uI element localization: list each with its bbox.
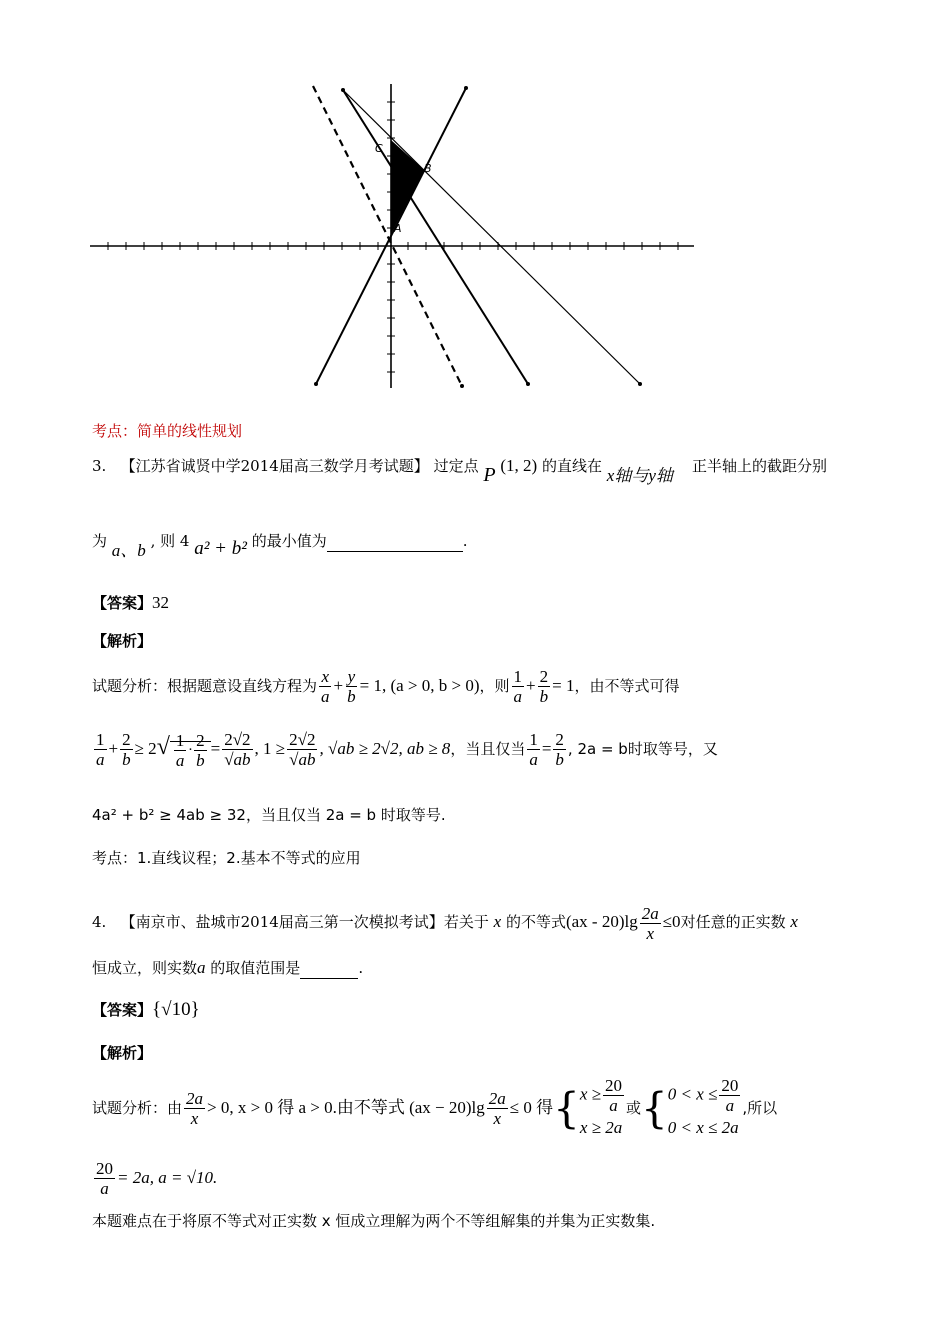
- q3-analysis-label: 【解析】: [92, 632, 153, 650]
- q3-source: 【江苏省诚贤中学2014届高三数学月考试题】: [120, 457, 429, 475]
- sys1-line2: x ≥ 2a: [579, 1118, 623, 1137]
- q3-expr: a² + b²: [194, 538, 247, 559]
- q4-stem-line1: [92, 902, 798, 943]
- frac-1-over-a-2: $\frac{1}{a}$: [96, 730, 105, 769]
- q4-a2: > 0, x > 0 得 a > 0.由不等式 (ax − 20)lg: [207, 1098, 485, 1117]
- q3-stem2: 的直线在: [542, 457, 603, 475]
- frac-2-over-b-3: $\frac{2}{b}$: [555, 730, 564, 769]
- q3-analysis1-prefix: 试题分析：根据题意设直线方程为: [92, 677, 318, 695]
- q3-analysis-line3: 4a² + b² ≥ 4ab ≥ 32，当且仅当 2a = b 时取等号.: [92, 806, 446, 824]
- q4-number: 4.: [92, 913, 107, 931]
- q4-answer-label: 【答案】: [92, 1001, 153, 1019]
- q4-stem-line2: [92, 957, 363, 979]
- kaodian-1: 考点：简单的线性规划: [92, 422, 243, 440]
- q4-a3: ≤ 0 得: [509, 1098, 554, 1117]
- q4-analysis-line1: [92, 1076, 777, 1141]
- q3-analysis1-then: ，则: [479, 677, 510, 695]
- q3-point-coords: (1, 2): [500, 456, 538, 475]
- q3-ab: a、b: [111, 541, 146, 560]
- sys1-line1: x ≥: [579, 1084, 601, 1104]
- frac-2-over-b-2: $\frac{2}{b}$: [122, 730, 131, 769]
- q4-stem1: 若关于: [443, 913, 489, 931]
- frac-2a-over-x-2: $\frac{2a}{x}$: [186, 1089, 204, 1128]
- q3-stem-line1: [92, 454, 827, 486]
- left-brace-1: {: [553, 1083, 580, 1133]
- point-a-label: A: [394, 222, 402, 235]
- frac-20-over-a-2: $\frac{20}{a}$: [721, 1076, 739, 1115]
- q4-or: 或: [625, 1099, 641, 1117]
- line-cb: [343, 90, 528, 384]
- q3-stem-line2: [92, 530, 468, 560]
- q4-stem6: .: [358, 959, 364, 977]
- left-brace-2: {: [641, 1083, 668, 1133]
- q3-analysis-line2: $\frac{1}{a}$ + $\frac{2}{b}$ ≥ 2√ $\frac{1}{a}$ · $\frac{2}{b}$ = $\frac{2√2}{√ab}$ , 1 ≥ $\frac{2√2}{√ab}$ , √ab ≥ 2√2, ab ≥ 8，当且仅当 $\frac{1}{a}$ = $\frac{2}{b}$ , 2a = b时取等号，又: [96, 730, 718, 771]
- q3-stem1: 过定点: [433, 457, 479, 475]
- q4-suoyi: ,所以: [742, 1099, 778, 1117]
- q3-answer-blank: [327, 535, 463, 552]
- q3-answer-label: 【答案】: [92, 594, 153, 612]
- q4-answer-blank: [300, 962, 358, 979]
- frac-y-over-b: $\frac{y}{b}$: [347, 667, 356, 706]
- frac-2a-over-x-3: $\frac{2a}{x}$: [488, 1089, 506, 1128]
- q4-var-x-2: x: [790, 912, 798, 931]
- system-2: [668, 1076, 743, 1141]
- q4-stem3: 对任意的正实数: [680, 913, 786, 931]
- point-c-label: C: [375, 142, 383, 155]
- q4-stem4: 恒成立，则实数: [92, 959, 198, 977]
- frac-20-over-a: $\frac{20}{a}$: [604, 1076, 622, 1115]
- q4-note: 本题难点在于将原不等式对正实数 x 恒成立理解为两个不等组解集的并集为正实数集.: [92, 1212, 656, 1230]
- q3-ineq-e: ，当且仅当: [450, 740, 526, 758]
- frac-2sqrt2-over-sqrtab-2: $\frac{2√2}{√ab}$: [289, 730, 316, 769]
- q4-answer-value: {√10}: [152, 999, 200, 1020]
- q3-ineq-f: , 2a = b时取等号，又: [567, 740, 718, 758]
- point-b-label: B: [424, 162, 432, 175]
- q3-stem7: .: [462, 532, 468, 550]
- q4-result: = 2a, a = √10.: [117, 1168, 218, 1187]
- q3-analysis-line1: 试题分析：根据题意设直线方程为 $\frac{x}{a}$ + $\frac{y}{b}$ = 1, (a > 0, b > 0)，则 $\frac{1}{a}$ + $\frac{2}{b}$ = 1，由不等式可得: [92, 667, 680, 706]
- frac-1-over-a-3: $\frac{1}{a}$: [529, 730, 538, 769]
- q3-axes: x轴与y轴: [606, 466, 673, 485]
- q3-stem3: 正半轴上的截距分别: [691, 457, 827, 475]
- frac-2a-over-x: $\frac{2a}{x}$: [641, 903, 659, 943]
- q4-answer: [92, 997, 200, 1023]
- q4-analysis-line2: [92, 1158, 217, 1198]
- q3-analysis1-eq: = 1: [552, 676, 575, 695]
- q4-stem5: 的取值范围是: [210, 959, 301, 977]
- q3-analysis1-end: ，由不等式可得: [574, 677, 680, 695]
- q3-answer-value: 32: [152, 593, 170, 612]
- q4-var-x: x: [493, 912, 502, 931]
- sys2-line1: 0 < x ≤: [667, 1084, 718, 1104]
- frac-1-over-a: $\frac{1}{a}$: [513, 667, 523, 706]
- q3-number: 3.: [92, 457, 107, 475]
- q3-analysis1-mid: = 1, (a > 0, b > 0): [359, 676, 480, 695]
- q3-ineq-b: =: [210, 739, 221, 758]
- q3-stem6: 的最小值为: [251, 532, 327, 550]
- q4-source: 【南京市、盐城市2014届高三第一次模拟考试】: [120, 913, 444, 931]
- q3-stem5: , 则 4: [150, 532, 190, 550]
- q3-ineq-d: , √ab ≥ 2√2, ab ≥ 8: [319, 739, 451, 758]
- kaodian-2: 考点：1.直线议程；2.基本不等式的应用: [92, 849, 361, 867]
- q4-ineq: (ax - 20)lg: [565, 912, 638, 931]
- q4-a1: 试题分析：由: [92, 1099, 183, 1117]
- frac-2sqrt2-over-sqrtab: $\frac{2√2}{√ab}$: [224, 730, 251, 769]
- q4-var-a: a: [197, 958, 206, 977]
- q4-leq0: ≤0: [662, 912, 681, 931]
- q3-point-p: P: [483, 464, 496, 486]
- q3-answer: [92, 592, 169, 614]
- q3-stem4: 为: [92, 532, 108, 550]
- frac-2-over-b: $\frac{2}{b}$: [539, 667, 549, 706]
- q3-ineq-a: ≥ 2: [134, 739, 157, 758]
- frac-x-over-a: $\frac{x}{a}$: [321, 667, 330, 706]
- system-1: [580, 1076, 626, 1141]
- linear-programming-figure: [88, 82, 698, 392]
- sqrt-product: $\frac{1}{a}$ · $\frac{2}{b}$: [170, 741, 211, 758]
- sys2-line2: 0 < x ≤ 2a: [667, 1118, 739, 1137]
- frac-20-over-a-3: $\frac{20}{a}$: [96, 1159, 113, 1198]
- q4-stem2: 的不等式: [505, 913, 566, 931]
- q4-analysis-label: 【解析】: [92, 1044, 153, 1062]
- q3-ineq-c: , 1 ≥: [254, 739, 286, 758]
- objective-dashed-line: [313, 86, 462, 386]
